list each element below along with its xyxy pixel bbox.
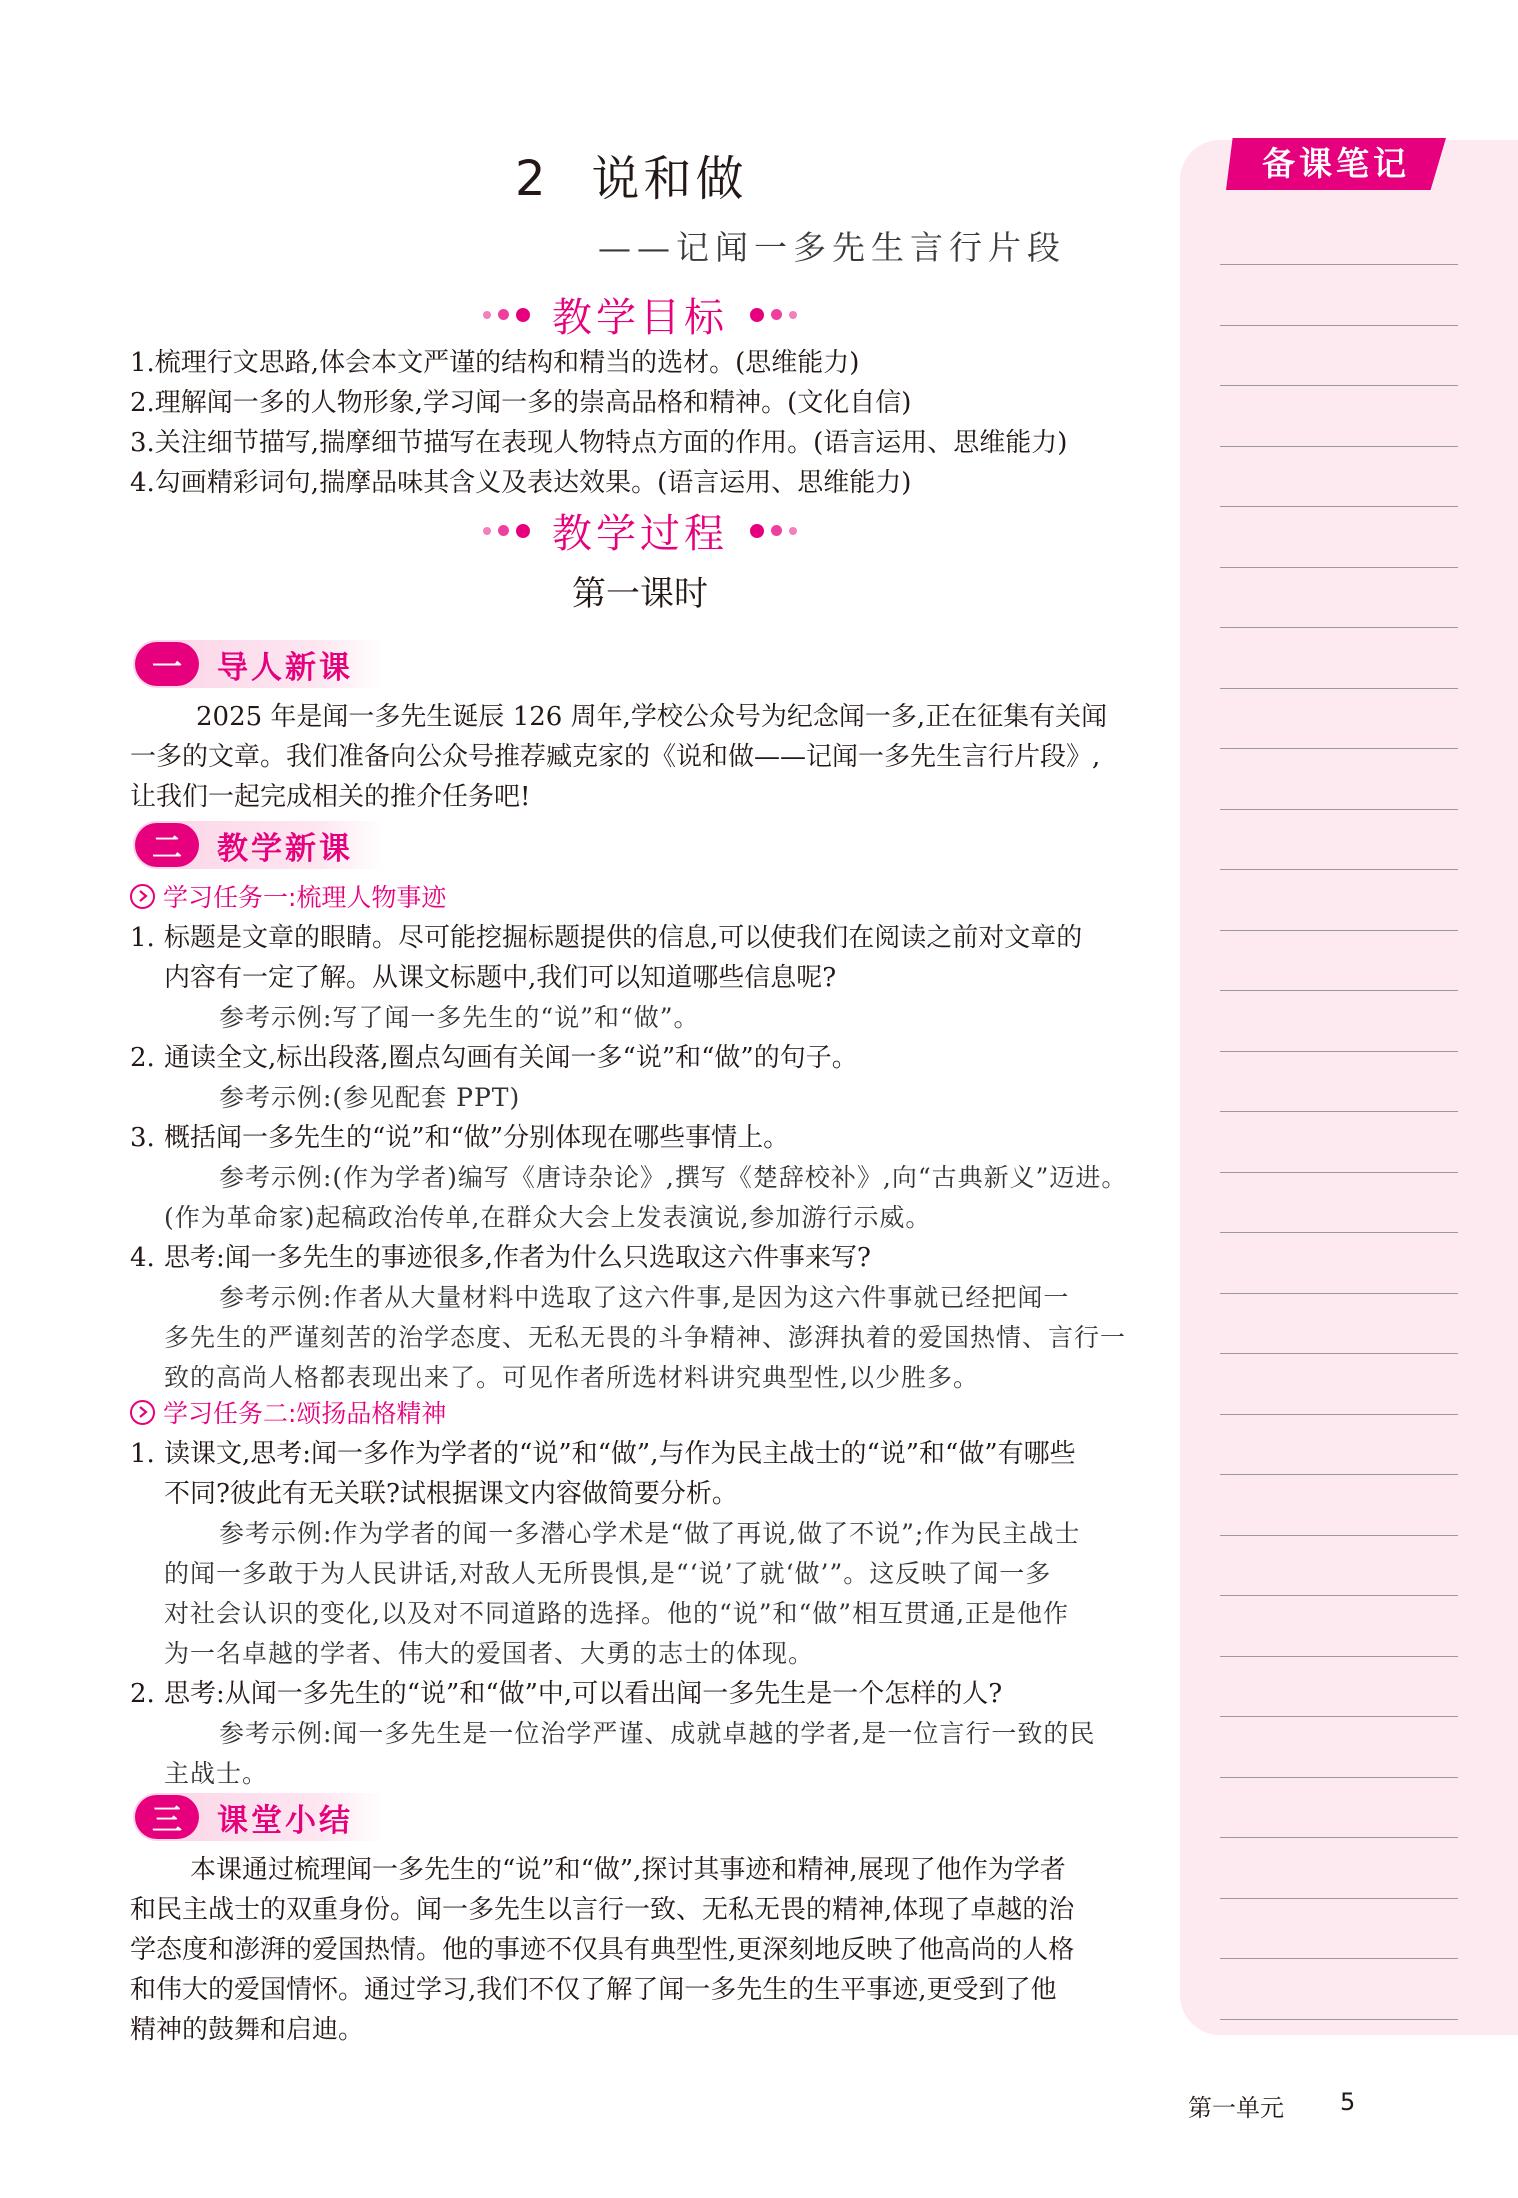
question-line: 标题是文章的眼睛。尽可能挖掘标题提供的信息,可以使我们在阅读之前对文章的 xyxy=(164,923,1083,953)
note-line xyxy=(1220,1837,1458,1838)
note-line xyxy=(1220,1051,1458,1052)
lesson-subtitle: ——记闻一多先生言行片段 xyxy=(598,228,1066,267)
note-line xyxy=(1220,1898,1458,1899)
unit-label: 第一单元 xyxy=(1188,2094,1284,2122)
objectives-heading xyxy=(130,286,1150,343)
note-line xyxy=(1220,869,1458,870)
answer-block xyxy=(130,1714,1150,1794)
part3-label: 课堂小结 xyxy=(217,1802,353,1839)
process-label: 教学过程 xyxy=(552,511,728,557)
lesson-period-title: 第一课时 xyxy=(572,574,708,614)
paragraph-line: 和伟大的爱国情怀。通过学习,我们不仅了解了闻一多先生的生平事迹,更受到了他 xyxy=(130,1975,1057,2005)
part1-number: 一 xyxy=(135,642,199,686)
note-line xyxy=(1220,1535,1458,1536)
note-line xyxy=(1220,1958,1458,1959)
answer-line: 主战士。 xyxy=(164,1759,269,1788)
part3-badge xyxy=(133,1793,353,1841)
note-line xyxy=(1220,1353,1458,1354)
answer-line: 多先生的严谨刻苦的治学态度、无私无畏的斗争精神、澎湃执着的爱国热情、言行一 xyxy=(164,1323,1127,1352)
question-line: 读课文,思考:闻一多作为学者的“说”和“做”,与作为民主战士的“说”和“做”有哪些 xyxy=(164,1439,1076,1469)
lesson-heading xyxy=(515,140,748,209)
objectives-list xyxy=(130,343,1150,503)
answer-block xyxy=(130,1514,1150,1674)
left-dots-icon xyxy=(483,524,530,538)
note-line xyxy=(1220,325,1458,326)
answer-block xyxy=(130,1278,1150,1398)
task1-label: 学习任务一:梳理人物事迹 xyxy=(163,883,447,912)
question-number: 3. xyxy=(130,1123,155,1153)
paragraph-line: 学态度和澎湃的爱国热情。他的事迹不仅具有典型性,更深刻地反映了他高尚的人格 xyxy=(130,1935,1075,1965)
task1-heading xyxy=(130,880,446,912)
paragraph-line: 一多的文章。我们准备向公众号推荐臧克家的《说和做——记闻一多先生言行片段》, xyxy=(130,742,1101,772)
objective-item: 1.梳理行文思路,体会本文严谨的结构和精当的选材。(思维能力) xyxy=(130,348,860,378)
task2-content xyxy=(130,1434,1150,1794)
part1-label: 导人新课 xyxy=(217,649,353,686)
paragraph-line: 2025 年是闻一多先生诞辰 126 周年,学校公众号为纪念闻一多,正在征集有关闻 xyxy=(196,702,1108,732)
task1-content xyxy=(130,918,1150,1398)
question-line: 概括闻一多先生的“说”和“做”分别体现在哪些事情上。 xyxy=(164,1123,790,1153)
note-line xyxy=(1220,2019,1458,2020)
right-dots-icon xyxy=(750,524,797,538)
task2-label: 学习任务二:颂扬品格精神 xyxy=(163,1399,447,1428)
answer-line: 参考示例:写了闻一多先生的“说”和“做”。 xyxy=(219,1003,700,1032)
note-line xyxy=(1220,990,1458,991)
answer-line: 参考示例:闻一多先生是一位治学严谨、成就卓越的学者,是一位言行一致的民 xyxy=(219,1719,1096,1748)
note-line xyxy=(1220,1716,1458,1717)
notes-badge xyxy=(1226,138,1446,190)
chevron-right-icon xyxy=(130,1400,155,1425)
note-line xyxy=(1220,446,1458,447)
question-number: 1. xyxy=(130,1439,155,1469)
question-item xyxy=(130,1674,1150,1714)
question-item xyxy=(130,1038,1150,1078)
objective-item: 2.理解闻一多的人物形象,学习闻一多的崇高品格和精神。(文化自信) xyxy=(130,388,912,418)
part2-number: 二 xyxy=(135,823,199,867)
note-line xyxy=(1220,1293,1458,1294)
paragraph-line: 和民主战士的双重身份。闻一多先生以言行一致、无私无畏的精神,体现了卓越的治 xyxy=(130,1895,1075,1925)
note-line xyxy=(1220,1232,1458,1233)
objective-item: 4.勾画精彩词句,揣摩品味其含义及表达效果。(语言运用、思维能力) xyxy=(130,468,912,498)
answer-line: 对社会认识的变化,以及对不同道路的选择。他的“说”和“做”相互贯通,正是他作 xyxy=(164,1599,1070,1628)
note-line xyxy=(1220,809,1458,810)
question-item xyxy=(130,918,1150,998)
note-line xyxy=(1220,1656,1458,1657)
question-line: 内容有一定了解。从课文标题中,我们可以知道哪些信息呢? xyxy=(164,963,837,993)
paragraph-line: 让我们一起完成相关的推介任务吧! xyxy=(130,782,531,812)
note-line xyxy=(1220,627,1458,628)
answer-line: 参考示例:作者从大量材料中选取了这六件事,是因为这六件事就已经把闻一 xyxy=(219,1283,1070,1312)
summary-paragraph xyxy=(130,1850,1150,2050)
question-item xyxy=(130,1238,1150,1278)
note-line xyxy=(1220,1474,1458,1475)
answer-line: (作为革命家)起稿政治传单,在群众大会上发表演说,参加游行示威。 xyxy=(164,1203,932,1232)
answer-line: 的闻一多敢于为人民讲话,对敌人无所畏惧,是“‘说’了就‘做’”。这反映了闻一多 xyxy=(164,1559,1052,1588)
question-number: 1. xyxy=(130,923,155,953)
question-line: 通读全文,标出段落,圈点勾画有关闻一多“说”和“做”的句子。 xyxy=(164,1043,858,1073)
part1-paragraph xyxy=(130,697,1150,817)
left-dots-icon xyxy=(483,308,530,322)
notes-sidebar xyxy=(1180,140,1518,2035)
note-line xyxy=(1220,748,1458,749)
note-line xyxy=(1220,1595,1458,1596)
answer-block xyxy=(130,1078,1150,1118)
task2-heading xyxy=(130,1396,446,1428)
note-line xyxy=(1220,1172,1458,1173)
chevron-right-icon xyxy=(130,884,155,909)
page-number: 5 xyxy=(1340,2088,1356,2116)
paragraph-line: 精神的鼓舞和启迪。 xyxy=(130,2015,365,2045)
part2-label: 教学新课 xyxy=(217,830,353,867)
objective-item: 3.关注细节描写,揣摩细节描写在表现人物特点方面的作用。(语言运用、思维能力) xyxy=(130,428,1068,458)
question-line: 思考:闻一多先生的事迹很多,作者为什么只选取这六件事来写? xyxy=(164,1243,871,1273)
answer-line: 致的高尚人格都表现出来了。可见作者所选材料讲究典型性,以少胜多。 xyxy=(164,1363,979,1392)
question-number: 2. xyxy=(130,1679,155,1709)
note-line xyxy=(1220,567,1458,568)
note-line xyxy=(1220,930,1458,931)
answer-line: 为一名卓越的学者、伟大的爱国者、大勇的志士的体现。 xyxy=(164,1639,815,1668)
lesson-title: 说和做 xyxy=(591,151,748,207)
question-item xyxy=(130,1118,1150,1158)
answer-block xyxy=(130,1158,1150,1238)
note-line xyxy=(1220,1777,1458,1778)
lesson-number: 2 xyxy=(515,151,550,207)
paragraph-line: 本课通过梳理闻一多先生的“说”和“做”,探讨其事迹和精神,展现了他作为学者 xyxy=(190,1855,1066,1885)
note-line xyxy=(1220,506,1458,507)
note-line xyxy=(1220,264,1458,265)
question-line: 思考:从闻一多先生的“说”和“做”中,可以看出闻一多先生是一个怎样的人? xyxy=(164,1679,1003,1709)
note-line xyxy=(1220,385,1458,386)
answer-line: 参考示例:(参见配套 PPT) xyxy=(219,1083,521,1112)
note-line xyxy=(1220,688,1458,689)
right-dots-icon xyxy=(750,308,797,322)
question-item xyxy=(130,1434,1150,1514)
question-number: 4. xyxy=(130,1243,155,1273)
notes-title: 备课笔记 xyxy=(1262,144,1410,183)
answer-block xyxy=(130,998,1150,1038)
part2-badge xyxy=(133,821,353,869)
objectives-label: 教学目标 xyxy=(552,295,728,341)
question-number: 2. xyxy=(130,1043,155,1073)
answer-line: 参考示例:作为学者的闻一多潜心学术是“做了再说,做了不说”;作为民主战士 xyxy=(219,1519,1081,1548)
answer-line: 参考示例:(作为学者)编写《唐诗杂论》,撰写《楚辞校补》,向“古典新义”迈进。 xyxy=(219,1163,1128,1192)
note-line xyxy=(1220,1414,1458,1415)
process-heading xyxy=(130,502,1150,559)
question-line: 不同?彼此有无关联?试根据课文内容做简要分析。 xyxy=(164,1479,738,1509)
note-line xyxy=(1220,1111,1458,1112)
part1-badge xyxy=(133,640,353,688)
part3-number: 三 xyxy=(135,1795,199,1839)
